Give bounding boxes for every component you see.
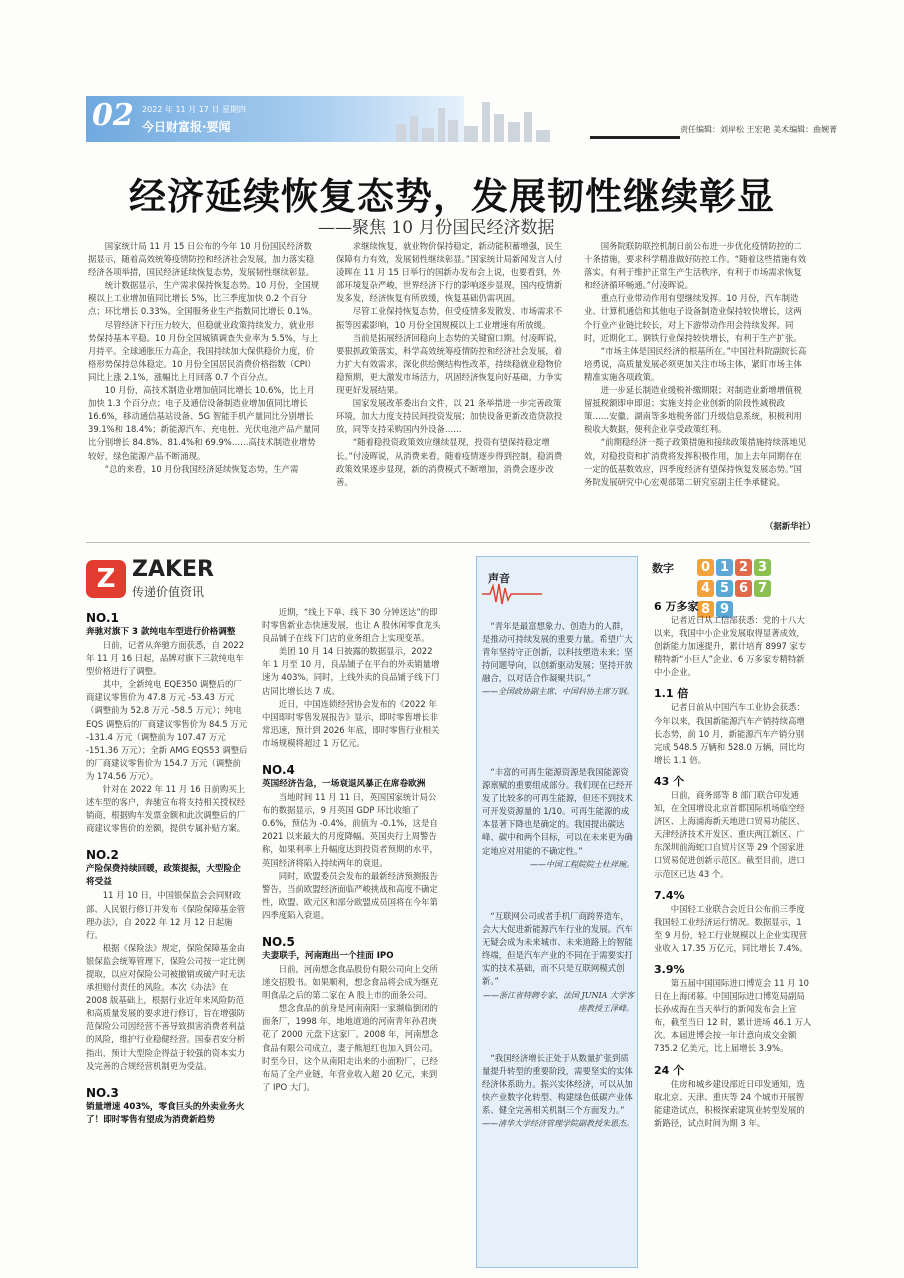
page-number: 02 <box>92 98 134 133</box>
stat-text: 记者日前从中国汽车工业协会获悉：今年以来，我国新能源汽车产销持续高增长态势，前 10 月，新能源汽车产销分别完成 548.5 万辆和 528.0 万辆，同比均增长 1.1 倍。 <box>654 702 805 765</box>
skyline-illustration <box>386 96 606 142</box>
quote-attribution: ——中国工程院院士杜祥琬。 <box>530 859 634 869</box>
news-paragraph: 11 月 10 日，中国银保监会会同财政部、人民银行修订并发布《保险保障基金管理办法》，自 2022 年 12 月 12 日起施行。 <box>86 890 246 940</box>
news-item <box>86 1085 248 1127</box>
quote-attribution: ——全国政协副主席、中国科协主席万钢。 <box>482 687 634 697</box>
digit-tile: 9 <box>716 601 733 618</box>
stat-text: 住房和城乡建设部近日印发通知，选取北京、天津、重庆等 24 个城市开展智能建造试点，积极探索建筑业转型发展的新路径，试点时间为期 3 年。 <box>654 1078 805 1128</box>
article-column-2 <box>336 240 568 536</box>
quote-attribution: ——浙江省特聘专家、法国 JUNIA 大学客座教授王泽峰。 <box>483 990 634 1013</box>
paper-name: 今日财富报·要闻 <box>142 120 231 134</box>
article-paragraph: 国家统计局 11 月 15 日公布的今年 10 月份国民经济数据显示，随着高效统筹疫情防控和经济社会发展，加力落实稳经济各项举措，国民经济延续恢复态势，发展韧性继续彰显。 <box>88 241 315 278</box>
quote-attribution: ——清华大学经济管理学院副教授朱恩杰。 <box>482 1119 634 1129</box>
article-paragraph: “前期稳经济一揽子政策措施和接续政策措施持续落地见效，对稳投资和扩消费将发挥积极作用，加上去年同期存在一定的低基数效应，四季度经济有望保持恢复发展态势。”国务院发展研究中心宏观部第二研究室副主任李承健说。 <box>584 437 807 487</box>
news-item <box>262 606 442 750</box>
article-credit: （据新华社） <box>765 521 816 531</box>
news-item <box>262 934 442 1094</box>
number-stats <box>654 600 812 1130</box>
news-number: NO.5 <box>262 934 295 949</box>
numbers-label: 数字 <box>652 562 674 575</box>
article-column-1 <box>88 240 320 536</box>
article-column-3 <box>584 240 810 524</box>
news-headline: 夫妻联手，河南跑出一个挂面 IPO <box>262 950 394 961</box>
article-paragraph: “随着稳投资政策效应继续显现，投资有望保持稳定增长。”付凌晖说，从消费来看，随着疫情逐步得到控制，稳消费政策效果逐步显现，新的消费模式不断增加，消费会逐步改善。 <box>336 437 563 487</box>
digit-tile: 5 <box>716 580 733 597</box>
news-headline: 销量增速 403%，零食巨头的外卖业务火了！即时零售有望成为消费新趋势 <box>86 1101 245 1125</box>
article-subtitle: ——聚焦 10 月份国民经济数据 <box>318 218 555 238</box>
soundwave-icon <box>482 582 542 606</box>
news-paragraph: 当地时间 11 月 11 日，英国国家统计局公布的数据显示，9 月英国 GDP 环比收缩了 0.6%，预估为 -0.4%，前值为 -0.1%，这是自 2021 以来最大的月度降幅。英国央行上周警告称，如果利率上升幅度达到投资者预期的水平，英国经济将陷入持续两年的衰退。 <box>262 792 438 868</box>
article-title: 经济延续恢复态势，发展韧性继续彰显 <box>129 174 775 218</box>
stat-value: 43 个 <box>654 774 685 788</box>
stat-value: 24 个 <box>654 1063 685 1077</box>
stat-text: 第五届中国国际进口博览会 11 月 10 日在上海闭幕。中国国际进口博览局副局长孙成海在当天举行的新闻发布会上宣布，截至当日 12 时，累计进场 46.1 万人次。本届进博会按一年计意向成交金额 735.2 亿美元，比上届增长 3.9%。 <box>654 977 812 1054</box>
news-paragraph: 日前，河南想念食品股份有限公司向上交所递交招股书。如果顺利，想念食品将会成为继克明食品之后的第二家在 A 股上市的面条公司。 <box>262 963 438 1001</box>
news-number: NO.3 <box>86 1085 119 1100</box>
article-paragraph: 国家发展改革委出台文件，以 21 条举措进一步完善政策环境，加大力度支持民间投资发展；加快设备更新改造贷款投放，同等支持采购国内外设备…… <box>336 398 563 435</box>
voice-quote <box>482 766 634 871</box>
quote-text: “青年是最富想象力、创造力的人群，是推动可持续发展的重要力量。希望广大青年坚持守正创新，以科技塑造未来；坚持问题导向，以创新驱动发展；坚持开放融合，以对话合作凝聚共识。” <box>482 621 633 684</box>
news-number: NO.4 <box>262 763 295 778</box>
stat-value: 3.9% <box>654 962 685 976</box>
voice-quote <box>482 1052 634 1131</box>
digit-tile: 4 <box>697 580 714 597</box>
article-paragraph: 统计数据显示，生产需求保持恢复态势。10 月份，全国规模以上工业增加值同比增长 5%，比三季度加快 0.2 个百分点；环比增长 0.33%。全国服务业生产指数同比增长 0.1%。 <box>88 280 320 317</box>
article-paragraph: 尽管工业保持恢复态势，但受疫情多发散发、市场需求不振等因素影响，10 月份全国规模以上工业增速有所放缓。 <box>336 306 563 330</box>
article-paragraph: “总的来看，10 月份我国经济延续恢复态势，生产需 <box>104 463 299 474</box>
article-paragraph: 求继续恢复，就业物价保持稳定，新动能积蓄增强，民生保障有力有效，发展韧性继续彰显。”国家统计局新闻发言人付凌晖在 11 月 15 日举行的国新办发布会上说，也要看到，外部环境复杂严峻，世界经济下行的影响逐步显现，国内疫情新发多发，经济恢复有所放缓，恢复基础仍需巩固。 <box>336 241 563 304</box>
digit-tile: 6 <box>735 580 752 597</box>
stat-text: 记者近日从工信部获悉：党的十八大以来，我国中小企业发展取得显著成效，创新能力加速提升，累计培育 8997 家专精特新“小巨人”企业、6 万多家专精特新中小企业。 <box>654 615 807 678</box>
voice-quote <box>482 620 634 699</box>
digit-tile: 7 <box>754 580 771 597</box>
article-paragraph: 当前是拓展经济回稳向上态势的关键窗口期。付凌晖说，要狠抓政策落实，科学高效统筹疫情防控和经济社会发展，着力扩大有效需求，深化供给侧结构性改革，持续稳就业稳物价稳预期，更大激发市场活力，巩固经济恢复向好基础，力争实现更好发展结果。 <box>336 332 563 396</box>
stat-text: 中国轻工业联合会近日公布前三季度我国轻工业经济运行情况。数据显示，1 至 9 月份，轻工行业规模以上企业实现营业收入 17.35 万亿元，同比增长 7.4%。 <box>654 903 808 953</box>
stat-text: 日前，商务部等 8 部门联合印发通知，在全国增设北京首都国际机场临空经济区、上海浦海新天地进口贸易功能区、天津经济技术开发区、重庆两江新区、广东深圳前海蛇口自贸片区等 29 个国家进口贸易促进创新示范区。截至目前，进口示范区已达 43 个。 <box>654 789 805 879</box>
quote-text: “互联网公司或者手机厂商跨界造车，会大大促进新能源汽车行业的发展。汽车无疑会成为未来城市、未来道路上的智能终端，但是汽车产业的不同在于需要实打实的技术基础，而不只是互联网模式创新。” <box>482 911 633 987</box>
news-number: NO.2 <box>86 848 119 863</box>
news-column-2 <box>262 606 442 1268</box>
digit-tile: 3 <box>754 559 771 576</box>
digit-tile: 1 <box>716 559 733 576</box>
voice-quote <box>482 910 634 1015</box>
issue-date: 2022 年 11 月 17 日 星期四 <box>142 105 246 114</box>
news-paragraph: 日前，记者从奔驰方面获悉，自 2022 年 11 月 16 日起，品牌对旗下三款纯电车型价格进行了调整。 <box>86 640 245 677</box>
editor-credits: 责任编辑：刘岸松 王宏艳 美术编辑：曲婉菁 <box>680 125 838 134</box>
article-paragraph: 国务院联防联控机制日前公布进一步优化疫情防控的二十条措施，要求科学精准做好防控工作。“随着这些措施有效落实，有利于维护正常生产生活秩序，有利于市场需求恢复和经济循环畅通。”付凌晖说。 <box>584 241 807 291</box>
news-paragraph: 针对在 2022 年 11 月 16 日前购买上述车型的客户，奔驰宣布将支持相关授权经销商，根据购车发票金额和此次调整后的厂商建议零售价的差额，提供专属补贴方案。 <box>86 784 246 834</box>
news-headline: 英国经济告急，一场衰退风暴正在席卷欧洲 <box>262 779 426 790</box>
news-paragraph: 其中，全新纯电 EQE350 调整后的厂商建议零售价为 47.8 万元 -53.43 万元（调整前为 52.8 万元 -58.5 万元）；纯电 EQS 调整后的厂商建议零售价为 84.5 万元 -131.4 万元（调整前为 107.47 万元 -151.36 万元）；全新 AMG EQS53 调整后的厂商建议零售价为 154.7 万元（调整前为 174.56 万元）。 <box>86 679 248 781</box>
zaker-logo-icon: Z <box>86 560 126 598</box>
quote-text: “我国经济增长正处于从数量扩张到质量提升转型的重要阶段，需要坚实的实体经济体系助力。振兴实体经济，可以从加快产业数字化转型、构建绿色低碳产业体系、健全完善相关机制三个方面发力。” <box>482 1053 633 1116</box>
article-paragraph: “市场主体是国民经济的根基所在。”中国社科院副院长高培勇说，高质量发展必须更加关注市场主体，紧盯市场主体精准实施各项政策。 <box>584 345 807 382</box>
news-item <box>86 610 248 835</box>
news-column-1 <box>86 608 248 1268</box>
voice-label: 声音 <box>488 572 510 585</box>
header-rule <box>590 136 680 139</box>
news-number: NO.1 <box>86 611 119 625</box>
news-headline: 奔驰对旗下 3 款纯电车型进行价格调整 <box>86 627 236 637</box>
zaker-slogan: 传递价值资讯 <box>132 585 205 599</box>
news-headline: 产险保费持续回暖，政策提振，大型险企将受益 <box>86 864 241 888</box>
section-divider <box>86 542 810 543</box>
news-paragraph: 近期，“线上下单、线下 30 分钟送达”的即时零售新业态快速发展，也让 A 股休闲零食龙头良品铺子在线下门店的业务组合上实现变革。 <box>262 607 441 644</box>
news-paragraph: 美团 10 月 14 日披露的数据显示，2022 年 1 月至 10 月，良品铺子在平台的外卖销量增速为 403%。同时，上线外卖的良品铺子线下门店同比增长达 7 成。 <box>262 646 440 696</box>
article-paragraph: 进一步延长制造业缓税补缴期限；对制造业新增增值税留抵税额即申即退；实施支持企业创新的阶段性减税政策……安徽、湖南等多地税务部门升级信息系统，积极利用税收大数据，便利企业享受政策红利。 <box>584 385 802 435</box>
zaker-name: ZAKER <box>132 557 214 582</box>
stat-value: 7.4% <box>654 888 685 902</box>
masthead-banner <box>86 96 464 142</box>
article-paragraph: 重点行业带动作用有望继续发挥。10 月份，汽车制造业、计算机通信和其他电子设备制造业保持较快增长，这两个行业产业链比较长，对上下游带动作用会持续发挥。同时，近期化工、钢铁行业保持较快增长，有利于生产扩张。 <box>584 293 802 343</box>
quote-text: “丰富的可再生能源资源是我国能源资源禀赋的重要组成部分。我们现在已经开发了比较多的可再生能源，但还不到技术可开发资源量的 1/10。可再生能源的成本显著下降也是确定的。我国提出碳达峰、碳中和两个目标，可以在未来更为确定地应对用能的不确定性。” <box>482 767 633 856</box>
digit-tile: 8 <box>697 601 714 618</box>
news-paragraph: 近日，中国连锁经营协会发布的《2022 年中国即时零售发展报告》显示，即时零售增长非常迅速，预计到 2026 年底，即时零售行业相关市场规模将超过 1 万亿元。 <box>262 698 440 748</box>
digit-tile: 2 <box>735 559 752 576</box>
news-item <box>262 762 442 922</box>
news-paragraph: 想念食品的前身是河南南阳一家濒临倒闭的面条厂，1998 年，地地道道的河南青年孙君庚花了 2000 元盘下这家厂。2008 年，河南想念食品有限公司成立，妻子熊旭红也加入到公司。时至今日，这个从南阳走出来的小面粉厂，已经布局了全产业链，年营业收入超 20 亿元，来到了 IPO 大门。 <box>262 1003 439 1092</box>
article-paragraph: 尽管经济下行压力较大，但稳就业政策持续发力，就业形势保持基本平稳。10 月份全国城镇调查失业率为 5.5%，与上月持平。全球通胀压力高企，我国持续加大保供稳价力度，价格形势保持总体稳定。10 月份全国居民消费价格指数（CPI）同比上涨 2.1%，涨幅比上月回落 0.7 个百分点。 <box>88 319 318 382</box>
stat-value: 1.1 倍 <box>654 687 689 701</box>
digit-tile: 0 <box>697 559 714 576</box>
article-paragraph: 10 月份，高技术制造业增加值同比增长 10.6%，比上月加快 1.3 个百分点；电子及通信设备制造业增加值同比增长 16.6%，移动通信基站设备、5G 智能手机产量同比分别增长 39.1%和 18.4%；新能源汽车、充电桩、光伏电池产品产量同比分别增长 84.8%、81.4%和 69.9%……高技术制造业增势较好，绿色能源产品不断涌现。 <box>88 385 320 461</box>
news-paragraph: 同时，欧盟委员会发布的最新经济预测报告警告，当前欧盟经济面临严峻挑战和高度不确定性，欧盟、欧元区和部分欧盟成员国将在今年第四季度陷入衰退。 <box>262 870 438 920</box>
stat-value: 6 万多家 <box>654 600 699 613</box>
news-item <box>86 847 248 1072</box>
news-paragraph: 根据《保险法》规定，保险保障基金由银保监会统筹管理下，保险公司按一定比例提取，以应对保险公司被撤销或破产时无法承担赔付责任的风险。本次《办法》在 2008 版基础上，根据行业近年来风险防范和高质量发展的要求进行修订，旨在增强防范保险公司因经营不善导致损害消费者利益的风险，维护行业稳健经营。国泰君安分析指出，预计大型险企得益于较强的资本实力及完善的合规经营机制更为受益。 <box>86 942 246 1071</box>
